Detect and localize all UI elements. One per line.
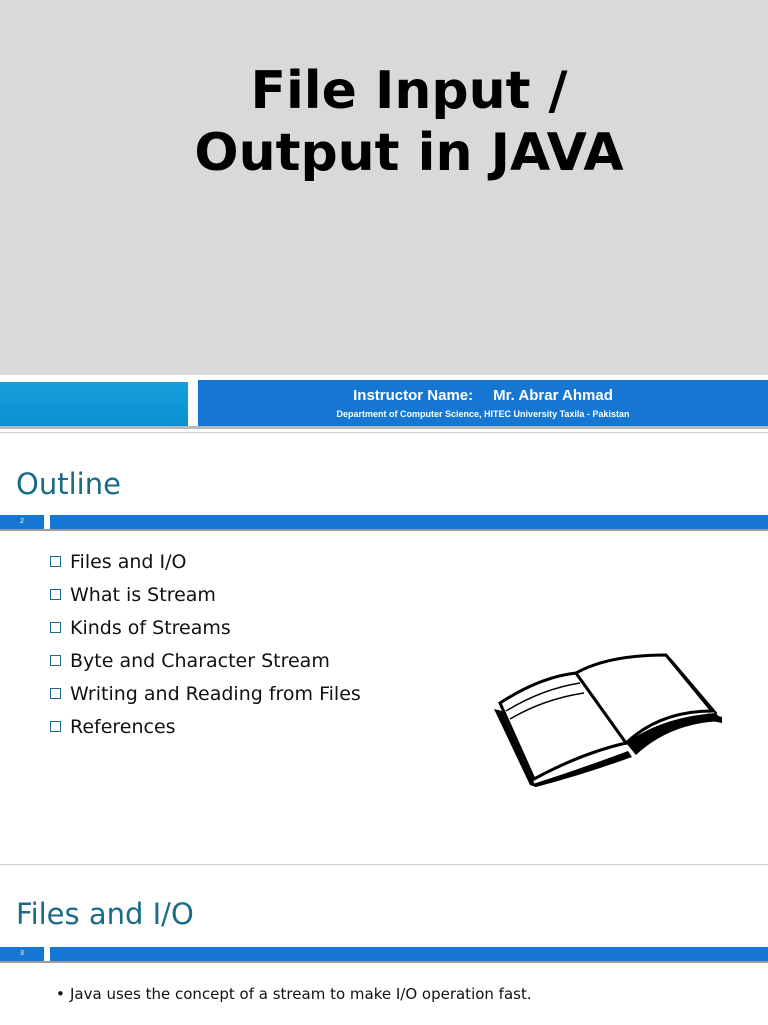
square-bullet-icon	[50, 622, 61, 633]
list-item	[50, 584, 361, 617]
bullet-text: Java uses the concept of a stream to make I/O operation fast.	[70, 985, 532, 1003]
open-book-icon	[490, 651, 726, 789]
heading-rule	[50, 947, 768, 961]
instructor-name: Mr. Abrar Ahmad	[493, 387, 613, 404]
list-item	[50, 716, 361, 749]
square-bullet-icon	[50, 721, 61, 732]
list-item-label: References	[70, 716, 176, 738]
square-bullet-icon	[50, 556, 61, 567]
list-item	[50, 551, 361, 584]
footer-bar-shadow	[0, 426, 768, 429]
slide-number: 2	[0, 515, 44, 529]
title-background	[0, 0, 768, 375]
square-bullet-icon	[50, 589, 61, 600]
footer-bar-left	[0, 382, 188, 426]
list-item-label: Kinds of Streams	[70, 617, 231, 639]
title-line-1: File Input /	[250, 61, 568, 121]
slide-title	[0, 60, 768, 184]
list-item	[50, 683, 361, 716]
files-io-slide	[0, 864, 768, 1025]
list-item-label: Files and I/O	[70, 551, 187, 573]
instructor-line	[198, 387, 768, 404]
square-bullet-icon	[50, 655, 61, 666]
title-line-2: Output in JAVA	[194, 123, 624, 183]
list-item-label: What is Stream	[70, 584, 216, 606]
slide-heading: Outline	[16, 467, 121, 501]
instructor-label: Instructor Name:	[353, 387, 474, 404]
square-bullet-icon	[50, 688, 61, 699]
bullet-dot-icon: •	[56, 985, 65, 1003]
slide-heading: Files and I/O	[16, 897, 194, 931]
list-item-label: Writing and Reading from Files	[70, 683, 361, 705]
bullet-item	[56, 985, 532, 1003]
list-item-label: Byte and Character Stream	[70, 650, 330, 672]
list-item	[50, 650, 361, 683]
slide-number: 3	[0, 947, 44, 961]
list-item	[50, 617, 361, 650]
outline-list	[50, 551, 361, 749]
department-text: Department of Computer Science, HITEC University Taxila - Pakistan	[336, 409, 630, 419]
heading-rule-shadow	[0, 961, 768, 963]
heading-rule-shadow	[0, 529, 768, 531]
heading-rule	[50, 515, 768, 529]
title-slide	[0, 0, 768, 430]
outline-slide	[0, 432, 768, 863]
